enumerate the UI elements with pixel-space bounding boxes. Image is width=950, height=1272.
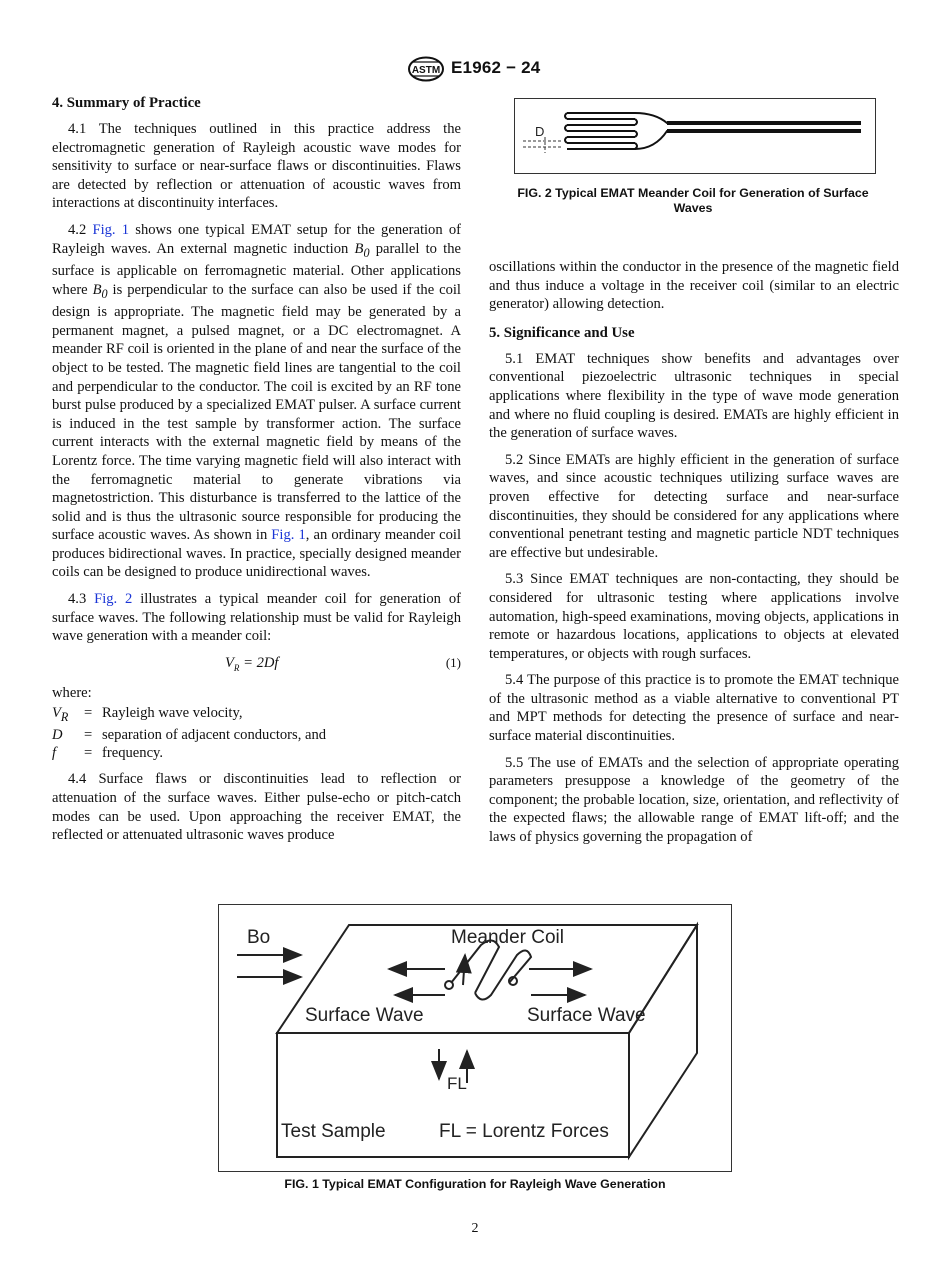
bo-label: Bo [247,927,271,948]
definition-row: f = frequency. [52,745,164,762]
svg-text:ASTM: ASTM [411,65,441,76]
definition-row: D = separation of adjacent conductors, and [52,727,327,744]
page-number: 2 [471,1221,479,1236]
astm-logo-icon [407,56,445,82]
paragraph-5-1: 5.1 EMAT techniques show benefits and advantages over conventional piezoelectric ultrasonic techniques in special applications where flexibility in the type of wave mode generation and where no fluid coupling is desired. EMATs are highly efficient in the generation of surface waves. [489,350,899,442]
fl-label: FL [447,1074,467,1093]
paragraph-4-2: 4.2 Fig. 1 shows one typical EMAT setup for the generation of Rayleigh waves. An external magnetic induction $B_0$ parallel to the surface is applicable on ferromagnetic material. Other applications where $B_0$ is perpendicular to the surface can also be used if the coil design is appropriate. The magnetic field may be generated by a permanent magnet, a pulsed magnet, or a DC electromagnet. A meander RF coil is oriented in the plane of and near the surface of the object to be tested. The magnetic field lines are tangential to the coil and perpendicular to the conductor. The coil is excited by an RF tone burst pulse produced by a specialized EMAT pulser. A surface current is induced in the test sample by transformer action. The surface current interacts with the external magnetic field by means of the Lorentz force. The time varying magnetic field will also interact with the ferromagnetic material to generate vibrations via magnetostriction. This disturbance is transferred to the lattice of the solid and is thus the ultrasonic source responsible for producing the surface acoustic waves. As shown in Fig. 1, an ordinary meander coil produces bidirectional waves. In practice, specially designed meander coils can be designed to produce unidirectional waves. [52,221,462,581]
paragraph-4-4: 4.4 Surface flaws or discontinuities lead to reflection or attenuation of the surface waves. Either pulse-echo or pitch-catch modes can be used. Upon approaching the receiver EMAT, the reflected or attenuated ultrasonic waves produce [52,771,461,844]
page-header [0,56,950,84]
figure-1-emat-configuration [218,904,732,1172]
document-designation: E1962 − 24 [451,58,541,77]
where-label: where: [52,684,92,701]
test-sample-label: Test Sample [281,1121,386,1142]
figure-1-caption: FIG. 1 Typical EMAT Configuration for Rayleigh Wave Generation [284,1177,666,1191]
equation-1: $V_R = 2Df$ (1) [225,654,461,673]
equation-number: (1) [445,654,461,670]
left-column [52,94,461,853]
paragraph-4-1: 4.1 The techniques outlined in this practice address the electromagnetic generation of Rayleigh acoustic wave modes for sensitivity to surface or near-surface flaws or discontinuities. Flaws are detected by reflection or attenuation of acoustic waves from interactions at discontinuity interfaces. [52,121,461,212]
fig-1-link-2[interactable]: Fig. 1 [271,527,306,544]
paragraph-5-3: 5.3 Since EMAT techniques are non-contacting, they should be considered for ultrasonic testing where applications involve automation, high-speed examinations, moving objects, applications in remote or hazardous locations, applications to objects at elevated temperatures, or objects with rough surfaces. [489,571,899,662]
right-column [489,258,899,855]
surface-wave-left-label: Surface Wave [305,1005,424,1026]
figure-2-meander-coil [514,98,876,174]
sample-side-face [629,925,697,1157]
paragraph-5-4: 5.4 The purpose of this practice is to promote the EMAT technique of the ultrasonic method as a viable alternative to conventional PT and MPT methods for detecting the presence of surface and near-surface material discontinuities. [489,672,899,745]
paragraph-4-4-continued: oscillations within the conductor in the presence of the magnetic field and thus induce a voltage in the receiver coil (similar to an electric generator) allowing detection. [489,259,899,313]
paragraph-4-3: 4.3 Fig. 2 illustrates a typical meander coil for generation of surface waves. The following relationship must be valid for Rayleigh wave generation with a meander coil: [52,591,461,645]
lorentz-forces-label: FL = Lorentz Forces [439,1121,609,1142]
fig-2-link[interactable]: Fig. 2 [94,591,133,608]
paragraph-5-5: 5.5 The use of EMATs and the selection of appropriate operating parameters presuppose a knowledge of the geometry of the component; the probable location, size, orientation, and reflectivity of the expected flaws; the allowable range of EMAT lift-off; and the laws of physics governing the propagation of [489,754,899,846]
paragraph-5-2: 5.2 Since EMATs are highly efficient in the generation of surface waves, and since acoustic techniques utilizing surface waves are proven effective for detecting surface and near-surface discontinuities, they should be considered for any applications where conventional penetrant testing and magnetic particle NDT techniques are effective but undesirable. [489,451,899,561]
variable-definitions [52,704,326,762]
definition-row: $V_R$ = Rayleigh wave velocity, [52,705,243,725]
surface-wave-right-label: Surface Wave [527,1005,646,1026]
meander-coil-icon [445,940,531,999]
figure-2-caption: FIG. 2 Typical EMAT Meander Coil for Generation of Surface Waves [517,186,869,215]
section-4-heading: 4. Summary of Practice [52,95,201,111]
meander-coil-label: Meander Coil [451,927,564,948]
figure-2-d-label: D [535,124,545,139]
fig-1-link[interactable]: Fig. 1 [92,221,130,238]
section-5-heading: 5. Significance and Use [489,324,635,341]
